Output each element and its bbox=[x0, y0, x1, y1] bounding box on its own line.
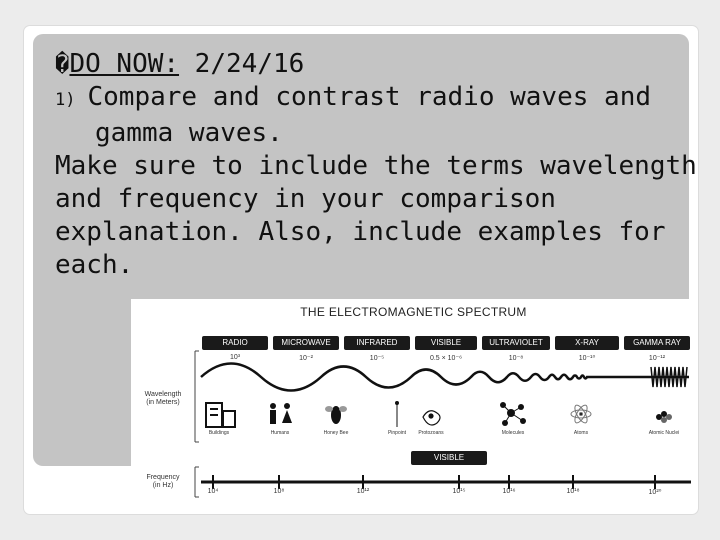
molecules-icon bbox=[500, 402, 526, 426]
atoms-icon bbox=[571, 403, 591, 424]
heading-date: 2/24/16 bbox=[179, 49, 305, 79]
body-line-4: each. bbox=[55, 250, 134, 280]
pinpoint-icon bbox=[396, 402, 399, 428]
body-line-1: Make sure to include the terms wavelength bbox=[55, 151, 697, 181]
frequency-tick-4: 10¹⁵ bbox=[452, 488, 466, 495]
body-line-3: explanation. Also, include examples for bbox=[55, 217, 666, 247]
body-line-2: and frequency in your comparison bbox=[55, 184, 556, 214]
band-radio: RADIO bbox=[202, 336, 268, 350]
band-microwave: MICROWAVE bbox=[273, 336, 339, 350]
buildings-icon bbox=[206, 403, 235, 427]
heading-title: DO NOW: bbox=[69, 49, 180, 79]
wavelength-gamma-ray: 10⁻¹² bbox=[648, 355, 666, 362]
protozoans-icon bbox=[423, 411, 440, 425]
object-humans: Humans bbox=[270, 430, 290, 436]
item-line-1: Compare and contrast radio waves and bbox=[87, 82, 652, 112]
bullet-glyph: � bbox=[55, 50, 70, 78]
humans-icon bbox=[270, 403, 292, 424]
heading bbox=[55, 48, 685, 81]
wavelength-radio: 10³ bbox=[229, 354, 241, 361]
atomic-nuclei-icon bbox=[656, 411, 672, 423]
visible-range-tag: VISIBLE bbox=[411, 451, 487, 465]
em-spectrum-figure bbox=[131, 299, 696, 512]
wavelength-wave bbox=[201, 364, 689, 391]
object-molecules: Molecules bbox=[501, 430, 525, 436]
frequency-tick-1: 10⁴ bbox=[207, 488, 219, 495]
item-line-2: gamma waves. bbox=[95, 118, 283, 148]
wavelength-axis-label: Wavelength (in Meters) bbox=[144, 391, 182, 406]
frequency-axis-label: Frequency (in Hz) bbox=[146, 474, 180, 489]
wavelength-infrared: 10⁻⁵ bbox=[369, 355, 385, 362]
band-visible: VISIBLE bbox=[415, 336, 477, 350]
wavelength-ultraviolet: 10⁻⁸ bbox=[508, 355, 524, 362]
object-buildings: Buildings bbox=[208, 430, 230, 436]
wavelength-microwave: 10⁻² bbox=[299, 355, 313, 362]
question-item bbox=[55, 81, 685, 117]
frequency-tick-3: 10¹² bbox=[356, 488, 370, 495]
frequency-tick-7: 10²⁰ bbox=[648, 489, 662, 496]
band-ultraviolet: ULTRAVIOLET bbox=[482, 336, 550, 350]
slide-text bbox=[55, 48, 697, 282]
honey-bee-icon bbox=[325, 406, 347, 424]
spectrum-drawing bbox=[131, 299, 696, 512]
object-pinpoint: Pinpoint bbox=[387, 430, 407, 436]
wavelength-visible: 0.5 × 10⁻⁶ bbox=[429, 355, 463, 362]
spectrum-title: THE ELECTROMAGNETIC SPECTRUM bbox=[300, 305, 527, 319]
object-atomic-nuclei: Atomic Nuclei bbox=[648, 430, 680, 436]
wavelength-x-ray: 10⁻¹⁰ bbox=[578, 355, 596, 362]
object-atoms: Atoms bbox=[573, 430, 589, 436]
frequency-tick-6: 10¹⁸ bbox=[566, 488, 580, 495]
item-number: 1) bbox=[55, 90, 76, 110]
object-protozoans: Protozoans bbox=[418, 430, 444, 436]
object-honey-bee: Honey Bee bbox=[323, 430, 349, 436]
band-x-ray: X-RAY bbox=[555, 336, 619, 350]
frequency-tick-2: 10⁸ bbox=[273, 488, 285, 495]
band-gamma-ray: GAMMA RAY bbox=[624, 336, 690, 350]
frequency-tick-5: 10¹⁶ bbox=[502, 488, 516, 495]
band-infrared: INFRARED bbox=[344, 336, 410, 350]
